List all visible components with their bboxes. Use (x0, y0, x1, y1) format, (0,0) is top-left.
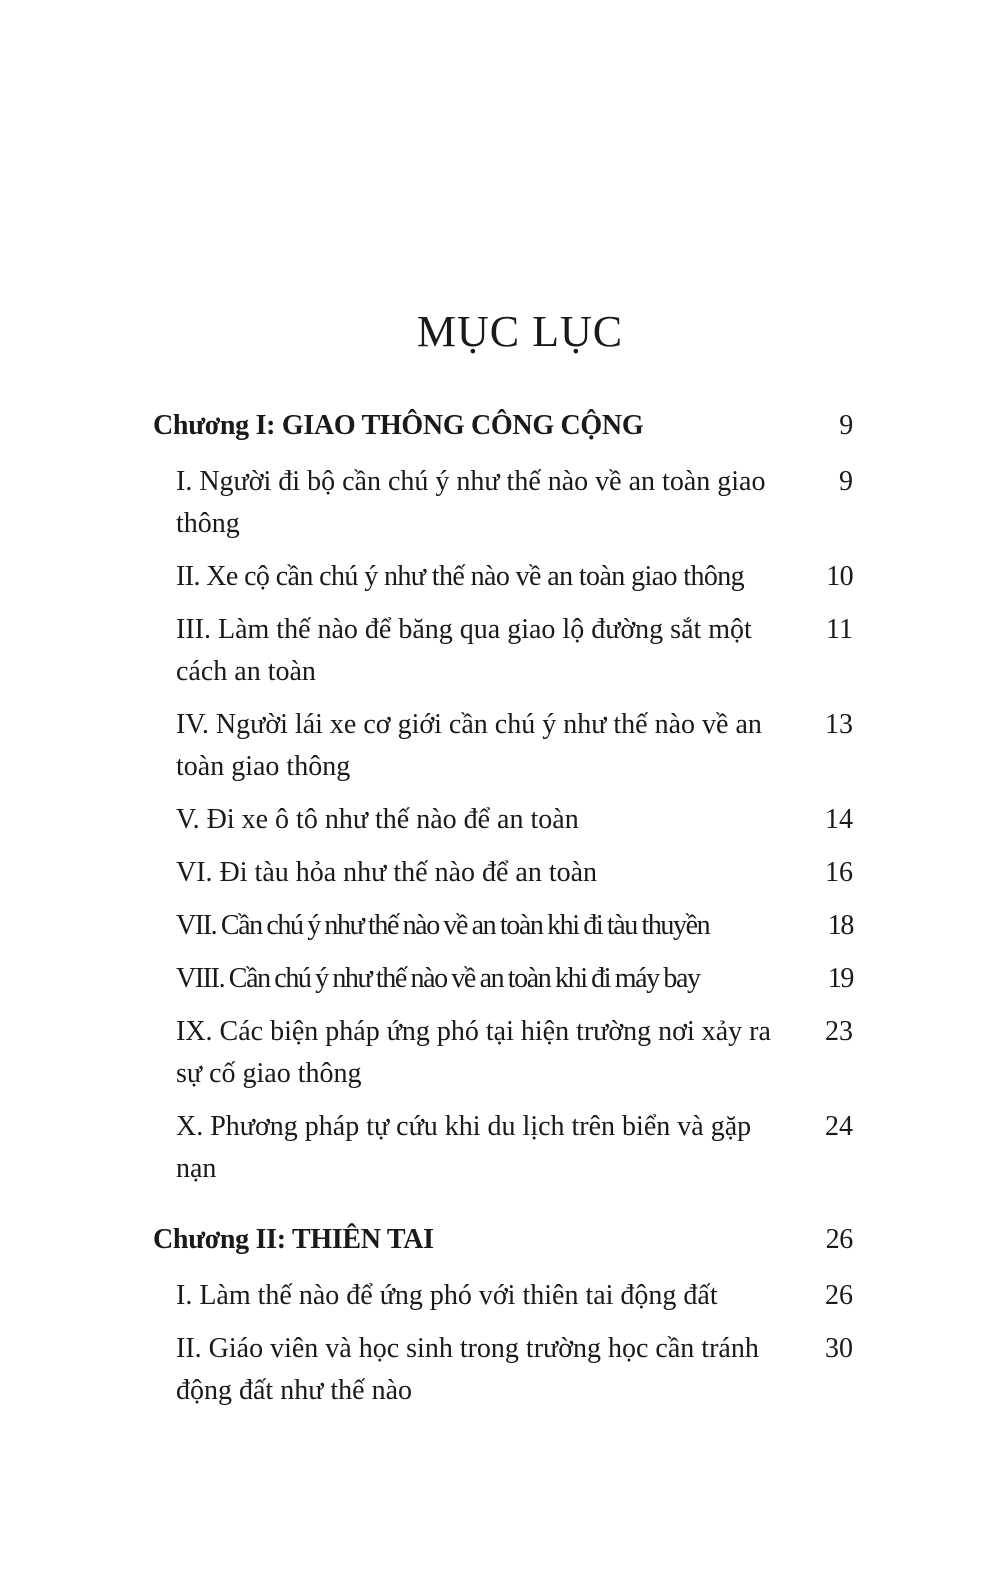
entry-text: X. Phương pháp tự cứu khi du lịch trên biển và gặp nạn (176, 1111, 752, 1184)
entry-text: VII. Cần chú ý như thế nào về an toàn khi đi tàu thuyền (176, 910, 710, 941)
chapter-2 (153, 1219, 853, 1412)
entry-text: VIII. Cần chú ý như thế nào về an toàn khi đi máy bay (176, 963, 700, 994)
page-number: 23 (825, 1016, 853, 1047)
page-number: 10 (826, 561, 853, 592)
page-number: 18 (827, 910, 853, 941)
toc-entry[interactable] (153, 704, 853, 788)
toc-entry[interactable] (153, 609, 853, 693)
toc-entry[interactable] (153, 852, 853, 894)
chapter-title: Chương II: THIÊN TAI (153, 1224, 434, 1255)
chapter-title: Chương I: GIAO THÔNG CÔNG CỘNG (153, 410, 644, 441)
page-number: 14 (825, 804, 853, 835)
toc-entry[interactable] (153, 958, 853, 1000)
entry-text: V. Đi xe ô tô như thế nào để an toàn (176, 804, 579, 835)
toc-entry[interactable] (153, 905, 853, 947)
toc-entry[interactable] (153, 556, 853, 598)
chapter-1 (153, 405, 853, 1190)
toc-entry[interactable] (153, 1106, 853, 1190)
chapter-heading[interactable] (153, 1219, 853, 1261)
entry-text: II. Giáo viên và học sinh trong trường học cần tránh động đất như thế nào (176, 1333, 759, 1406)
entry-text: I. Người đi bộ cần chú ý như thế nào về an toàn giao thông (176, 466, 766, 539)
page-number: 24 (825, 1111, 853, 1142)
page-number: 30 (825, 1333, 853, 1364)
toc-entry[interactable] (153, 1275, 853, 1317)
page-number: 9 (839, 466, 853, 497)
chapter-heading[interactable] (153, 405, 853, 447)
page-number: 26 (825, 1280, 853, 1311)
page-number: 9 (839, 410, 853, 441)
page-number: 11 (826, 614, 853, 645)
entry-text: II. Xe cộ cần chú ý như thế nào về an toàn giao thông (176, 561, 745, 592)
page-number: 16 (825, 857, 853, 888)
entry-text: IV. Người lái xe cơ giới cần chú ý như thế nào về an toàn giao thông (176, 709, 762, 782)
toc-entry[interactable] (153, 799, 853, 841)
toc-entry[interactable] (153, 1328, 853, 1412)
entry-text: III. Làm thế nào để băng qua giao lộ đường sắt một cách an toàn (176, 614, 752, 687)
entry-text: I. Làm thế nào để ứng phó với thiên tai động đất (176, 1280, 718, 1311)
entry-text: IX. Các biện pháp ứng phó tại hiện trường nơi xảy ra sự cố giao thông (176, 1016, 771, 1089)
page-number: 19 (827, 963, 853, 994)
toc-entry[interactable] (153, 461, 853, 545)
page-title: MỤC LỤC (416, 307, 624, 356)
page-number: 13 (825, 709, 853, 740)
page-number: 26 (825, 1224, 853, 1255)
entry-text: VI. Đi tàu hỏa như thế nào để an toàn (176, 857, 598, 888)
toc-entry[interactable] (153, 1011, 853, 1095)
